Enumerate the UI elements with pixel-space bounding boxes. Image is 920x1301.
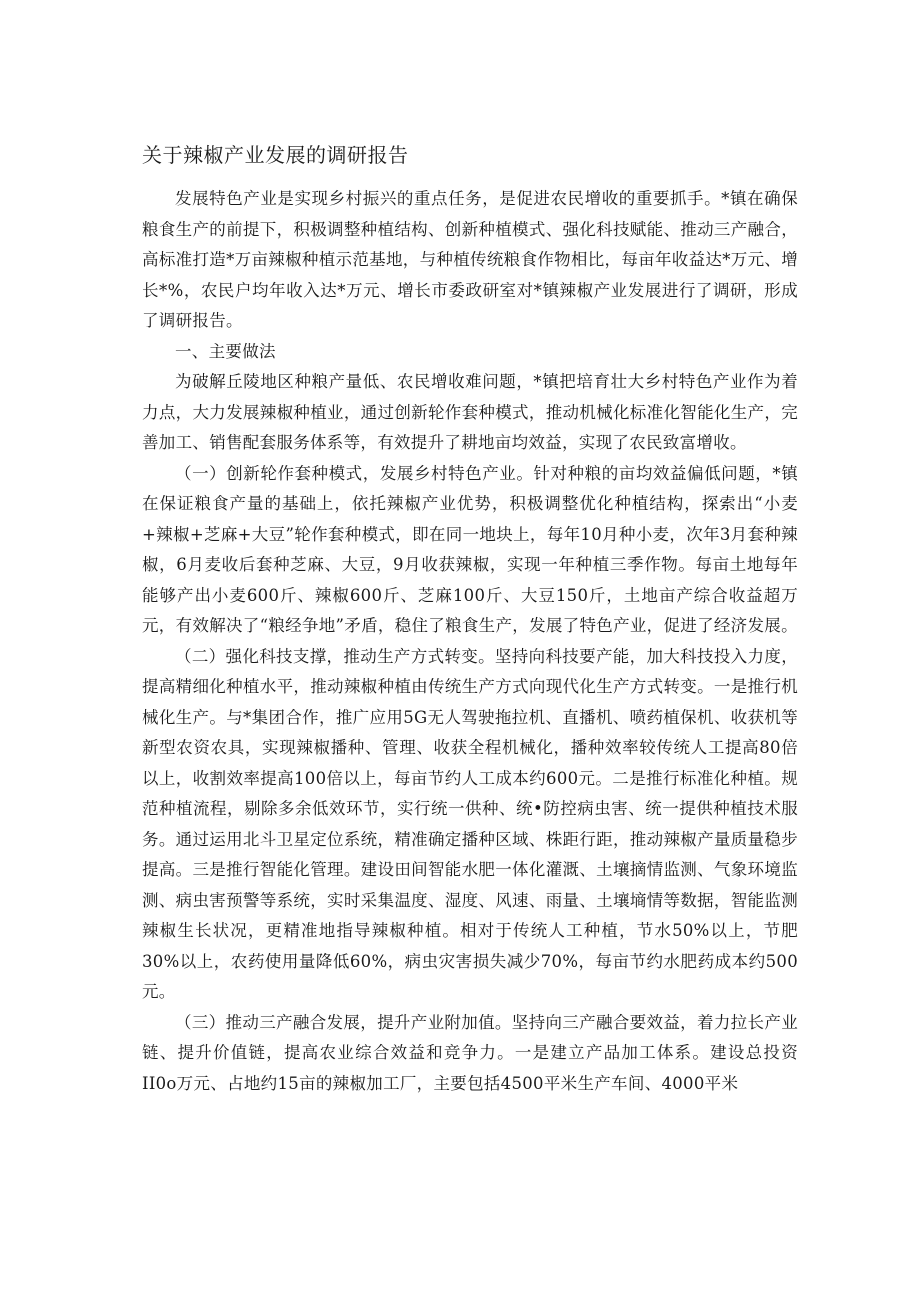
intro-paragraph: 发展特色产业是实现乡村振兴的重点任务，是促进农民增收的重要抓手。*镇在确保粮食生产的前提下，积极调整种植结构、创新种植模式、强化科技赋能、推动三产融合，高标准打造*万亩辣椒种植示范基地，与种植传统粮食作物相比，每亩年收益达*万元、增长*%，农民户均年收入达*万元、增长市委政研室对*镇辣椒产业发展进行了调研，形成了调研报告。 xyxy=(142,189,798,330)
subsection-integration-paragraph: （三）推动三产融合发展，提升产业附加值。坚持向三产融合要效益，着力拉长产业链、提升价值链，提高农业综合效益和竞争力。一是建立产品加工体系。建设总投资II0o万元、占地约15亩的辣椒加工厂，主要包括4500平米生产车间、4000平米 xyxy=(142,1012,798,1093)
document-title: 关于辣椒产业发展的调研报告 xyxy=(142,143,409,167)
subsection-technology-paragraph: （二）强化科技支撑，推动生产方式转变。坚持向科技要产能，加大科技投入力度，提高精细化种植水平，推动辣椒种植由传统生产方式向现代化生产方式转变。一是推行机械化生产。与*集团合作，推广应用5G无人驾驶拖拉机、直播机、喷药植保机、收获机等新型农资农具，实现辣椒播种、管理、收获全程机械化，播种效率较传统人工提高80倍以上，收割效率提高100倍以上，每亩节约人工成本约600元。二是推行标准化种植。规范种植流程，剔除多余低效环节，实行统一供种、统•防控病虫害、统一提供种植技术服务。通过运用北斗卫星定位系统，精准确定播种区域、株距行距，推动辣椒产量质量稳步提高。三是推行智能化管理。建设田间智能水肥一体化灌溉、土壤摘情监测、气象环境监测、病虫害预警等系统，实时采集温度、湿度、风速、雨量、土壤墒情等数据，智能监测辣椒生长状况，更精准地指导辣椒种植。相对于传统人工种植，节水50%以上，节肥30%以上，农药使用量降低60%，病虫灾害损失减少70%，每亩节约水肥药成本约500元。 xyxy=(142,646,798,1001)
practices-overview-paragraph: 为破解丘陵地区种粮产量低、农民增收难问题，*镇把培育壮大乡村特色产业作为着力点，大力发展辣椒种植业，通过创新轮作套种模式，推动机械化标准化智能化生产，完善加工、销售配套服务体系等，有效提升了耕地亩均效益，实现了农民致富增收。 xyxy=(142,372,798,452)
document-page xyxy=(142,140,798,1099)
subsection-rotation-paragraph: （一）创新轮作套种模式，发展乡村特色产业。针对种粮的亩均效益偏低问题，*镇在保证粮食产量的基础上，依托辣椒产业优势，积极调整优化种植结构，探索出“小麦+辣椒+芝麻+大豆”轮作套种模式，即在同一地块上，每年10月种小麦，次年3月套种辣椒，6月麦收后套种芝麻、大豆，9月收获辣椒，实现一年种植三季作物。每亩土地每年能够产出小麦600斤、辣椒600斤、芝麻100斤、大豆150斤，土地亩产综合收益超万元，有效解决了“粮经争地”矛盾，稳住了粮食生产，发展了特色产业，促进了经济发展。 xyxy=(142,463,798,635)
section-heading-main-practices: 一、主要做法 xyxy=(175,341,276,361)
